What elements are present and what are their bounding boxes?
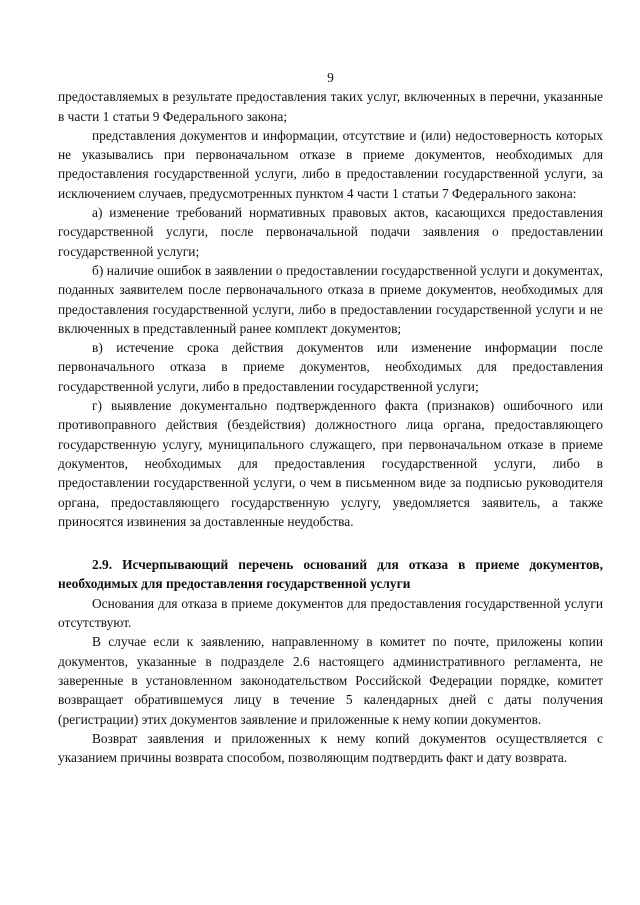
list-item-g: г) выявление документально подтвержденного факта (признаков) ошибочного или противоправного действия (бездействия) должностного лица органа, предоставляющего государственную услугу, муниципального служащего, при первоначальном отказе в приеме документов, необходимых для предоставления государственной услуги, либо в предоставлении государственной услуги, о чем в письменном виде за подписью руководителя органа, предоставляющего государственную услугу, уведомляется заявитель, а также приносятся извинения за доставленные неудобства.: [58, 398, 603, 529]
page-number: 9: [327, 70, 334, 85]
list-item-v: в) истечение срока действия документов или изменение информации после первоначального отказа в приеме документов, необходимых для предоставления государственной услуги, либо в предоставлении государственной услуги;: [58, 340, 603, 394]
paragraph-return-method: Возврат заявления и приложенных к нему копий документов осуществляется с указанием причины возврата способом, позволяющим подтвердить факт и дату возврата.: [58, 730, 603, 766]
document-page: [58, 68, 603, 767]
list-item-a: а) изменение требований нормативных правовых актов, касающихся предоставления государственной услуги, после первоначальной подачи заявления о предоставлении государственной услуги;: [58, 205, 603, 259]
section-spacer: [58, 531, 603, 555]
paragraph-continuation: предоставляемых в результате предоставления таких услуг, включенных в перечни, указанные в части 1 статьи 9 Федерального закона;: [58, 89, 603, 124]
paragraph-postal-return: В случае если к заявлению, направленному в комитет по почте, приложены копии документов, указанные в подразделе 2.6 настоящего административного регламента, не заверенные в установленном законодательством Российской Федерации порядке, комитет возвращает обратившемуся лицу в течение 5 календарных дней с даты получения (регистрации) этих документов заявление и приложенные к нему копии документов.: [58, 634, 603, 727]
paragraph-exception-clause: представления документов и информации, отсутствие и (или) недостоверность которых не указывались при первоначальном отказе в приеме документов, необходимых для предоставления государственной услуги, либо в предоставлении государственной услуги, за исключением случаев, предусмотренных пунктом 4 части 1 статьи 7 Федерального закона:: [58, 127, 603, 201]
section-heading: 2.9. Исчерпывающий перечень оснований для отказа в приеме документов, необходимых для предоставления государственной услуги: [58, 557, 603, 592]
list-item-b: б) наличие ошибок в заявлении о предоставлении государственной услуги и документах, поданных заявителем после первоначального отказа в приеме документов, необходимых для предоставления государственной услуги, либо в предоставлении государственной услуги и не включенных в представленный ранее комплект документов;: [58, 262, 603, 336]
paragraph-grounds: Основания для отказа в приеме документов для предоставления государственной услуги отсутствуют.: [58, 595, 603, 631]
